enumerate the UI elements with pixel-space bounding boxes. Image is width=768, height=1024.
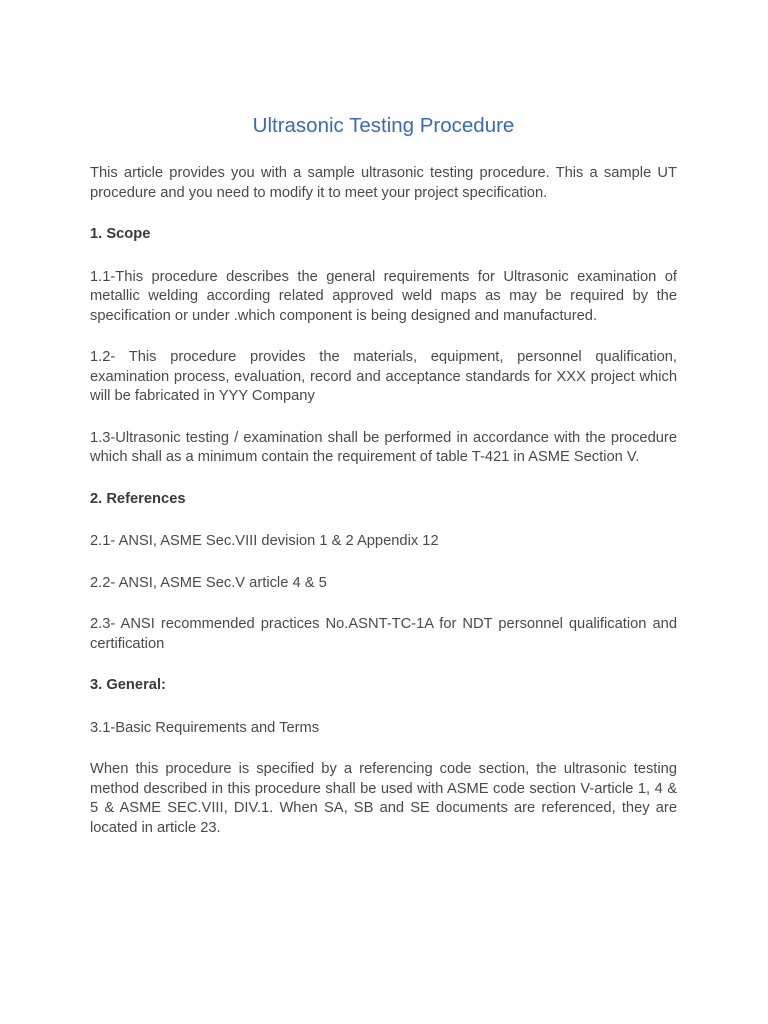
paragraph-1-2: 1.2- This procedure provides the materials, equipment, personnel qualification, examination process, evaluation, record and acceptance standards for XXX project which will be fabricated in YYY Company (90, 349, 677, 404)
document-title: Ultrasonic Testing Procedure (252, 114, 515, 137)
paragraph-3-1: 3.1-Basic Requirements and Terms (90, 719, 320, 736)
paragraph-2-1: 2.1- ANSI, ASME Sec.VIII devision 1 & 2 Appendix 12 (90, 533, 439, 549)
paragraph-1-3: 1.3-Ultrasonic testing / examination shall be performed in accordance with the procedure which shall as a minimum contain the requirement of table T-421 in ASME Section V. (90, 429, 677, 465)
paragraph-1-1: 1.1-This procedure describes the general requirements for Ultrasonic examination of metallic welding according related approved weld maps as may be required by the specification or under .which component is being designed and manufactured. (90, 268, 677, 324)
paragraph-3-1-body: When this procedure is specified by a referencing code section, the ultrasonic testing method described in this procedure shall be used with ASME code section V-article 1, 4 & 5 & ASME SEC.VIII, DIV.1. When SA, SB and SE documents are referenced, they are located in article 23. (90, 761, 677, 836)
section-heading-references: 2. References (90, 490, 186, 507)
paragraph-2-2: 2.2- ANSI, ASME Sec.V article 4 & 5 (90, 574, 327, 591)
document-body (90, 112, 677, 838)
intro-paragraph: This article provides you with a sample ultrasonic testing procedure. This a sample UT procedure and you need to modify it to meet your project specification. (90, 165, 677, 201)
paragraph-2-3: 2.3- ANSI recommended practices No.ASNT-TC-1A for NDT personnel qualification and certification (90, 616, 677, 652)
section-heading-general: 3. General: (90, 677, 166, 693)
section-heading-scope: 1. Scope (90, 226, 151, 242)
